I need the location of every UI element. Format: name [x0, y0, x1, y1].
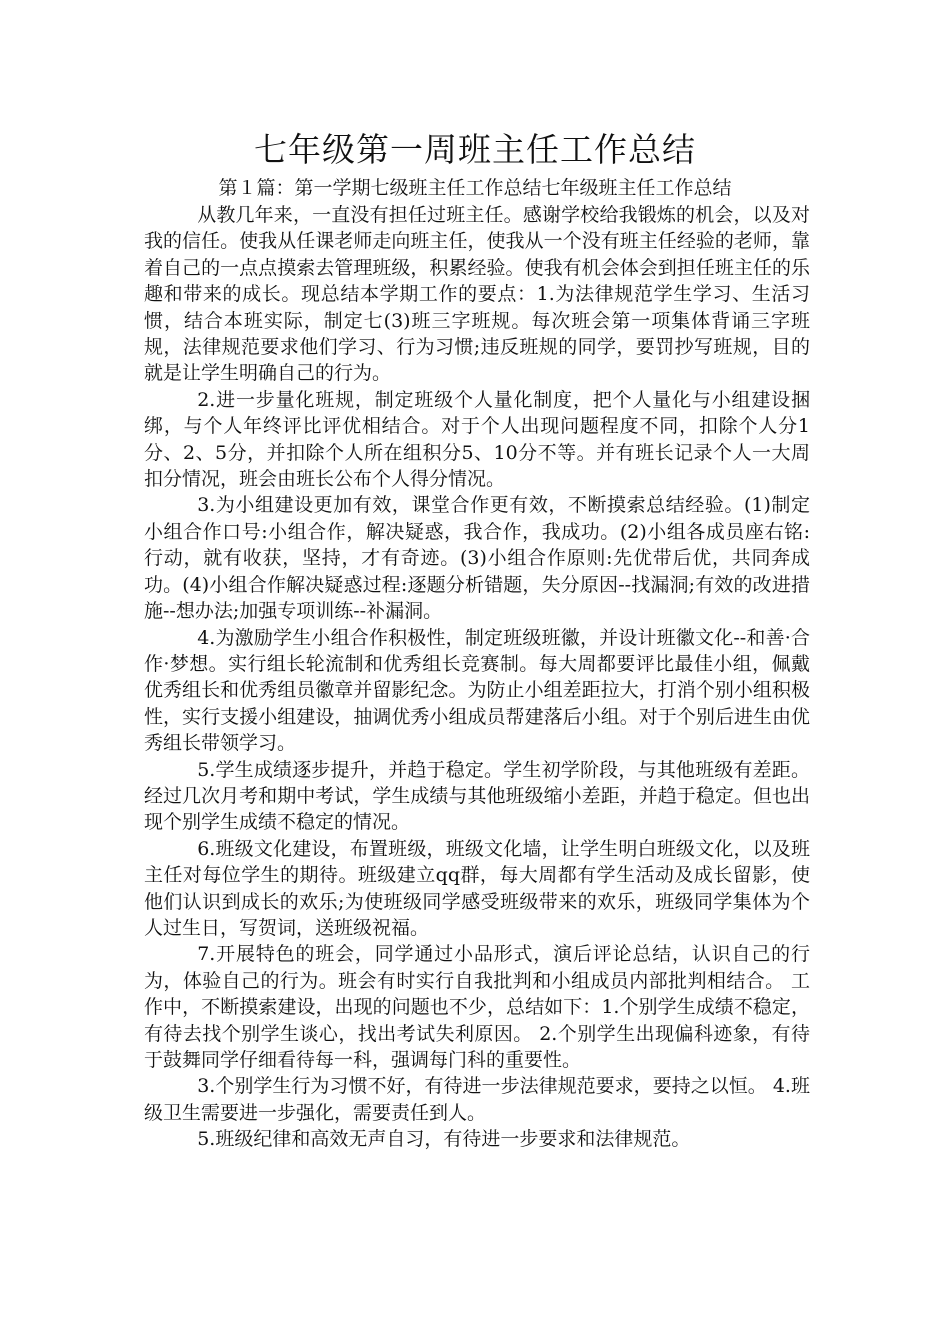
paragraph-2: 2.进一步量化班规，制定班级个人量化制度，把个人量化与小组建设捆绑，与个人年终评比评优相结合。对于个人出现问题程度不同，扣除个人分1分、2、5分，并扣除个人所在组积分5、10分不等。并有班长记录个人一大周扣分情况，班会由班长公布个人得分情况。	[144, 388, 810, 491]
paragraph-5: 5.学生成绩逐步提升，并趋于稳定。学生初学阶段，与其他班级有差距。经过几次月考和期中考试，学生成绩与其他班级缩小差距，并趋于稳定。但也出现个别学生成绩不稳定的情况。	[144, 758, 810, 834]
document-subtitle: 第１篇：第一学期七级班主任工作总结七年级班主任工作总结	[218, 177, 732, 199]
paragraph-8: 3.个别学生行为习惯不好，有待进一步法律规范要求，要持之以恒。 4.班级卫生需要进一步强化，需要责任到人。	[144, 1075, 810, 1124]
paragraph-7: 7.开展特色的班会，同学通过小品形式，演后评论总结，认识自己的行为，体验自己的行为。班会有时实行自我批判和小组成员内部批判相结合。 工作中，不断摸索建设，出现的问题也不少，总结如下：1.个别学生成绩不稳定，有待去找个别学生谈心，找出考试失利原因。 2.个别学生出现偏科迹象，有待于鼓舞同学仔细看待每一科，强调每门科的重要性。	[144, 943, 810, 1071]
paragraph-9: 5.班级纪律和高效无声自习，有待进一步要求和法律规范。	[197, 1128, 691, 1151]
paragraph-6: 6.班级文化建设，布置班级，班级文化墙，让学生明白班级文化，以及班主任对每位学生的期待。班级建立qq群，每大周都有学生活动及成长留影，使他们认识到成长的欢乐;为使班级同学感受班级带来的欢乐，班级同学集体为个人过生日，写贺词，送班级祝福。	[144, 837, 810, 939]
paragraph-4: 4.为激励学生小组合作积极性，制定班级班徽，并设计班徽文化--和善·合作·梦想。实行组长轮流制和优秀组长竞赛制。每大周都要评比最佳小组，佩戴优秀组长和优秀组员徽章并留影纪念。为防止小组差距拉大，打消个别小组积极性，实行支援小组建设，抽调优秀小组成员帮建落后小组。对于个别后进生由优秀组长带领学习。	[144, 626, 810, 755]
document-title: 七年级第一周班主任工作总结	[254, 130, 696, 169]
paragraph-3: 3.为小组建设更加有效，课堂合作更有效，不断摸索总结经验。(1)制定小组合作口号:小组合作，解决疑惑，我合作，我成功。(2)小组各成员座右铭:行动，就有收获，坚持，才有奇迹。(3)小组合作原则:先优带后优，共同奔成功。(4)小组合作解决疑惑过程:逐题分析错题，失分原因--找漏洞;有效的改进措施--想办法;加强专项训练--补漏洞。	[144, 494, 810, 623]
paragraph-1: 从教几年来，一直没有担任过班主任。感谢学校给我锻炼的机会，以及对我的信任。使我从任课老师走向班主任，使我从一个没有班主任经验的老师，靠着自己的一点点摸索去管理班级，积累经验。使我有机会体会到担任班主任的乐趣和带来的成长。现总结本学期工作的要点：1.为法律规范学生学习、生活习惯，结合本班实际，制定七(3)班三字班规。每次班会第一项集体背诵三字班规，法律规范要求他们学习、行为习惯;违反班规的同学，要罚抄写班规，目的就是让学生明确自己的行为。	[144, 204, 810, 385]
document-body	[144, 202, 810, 1153]
